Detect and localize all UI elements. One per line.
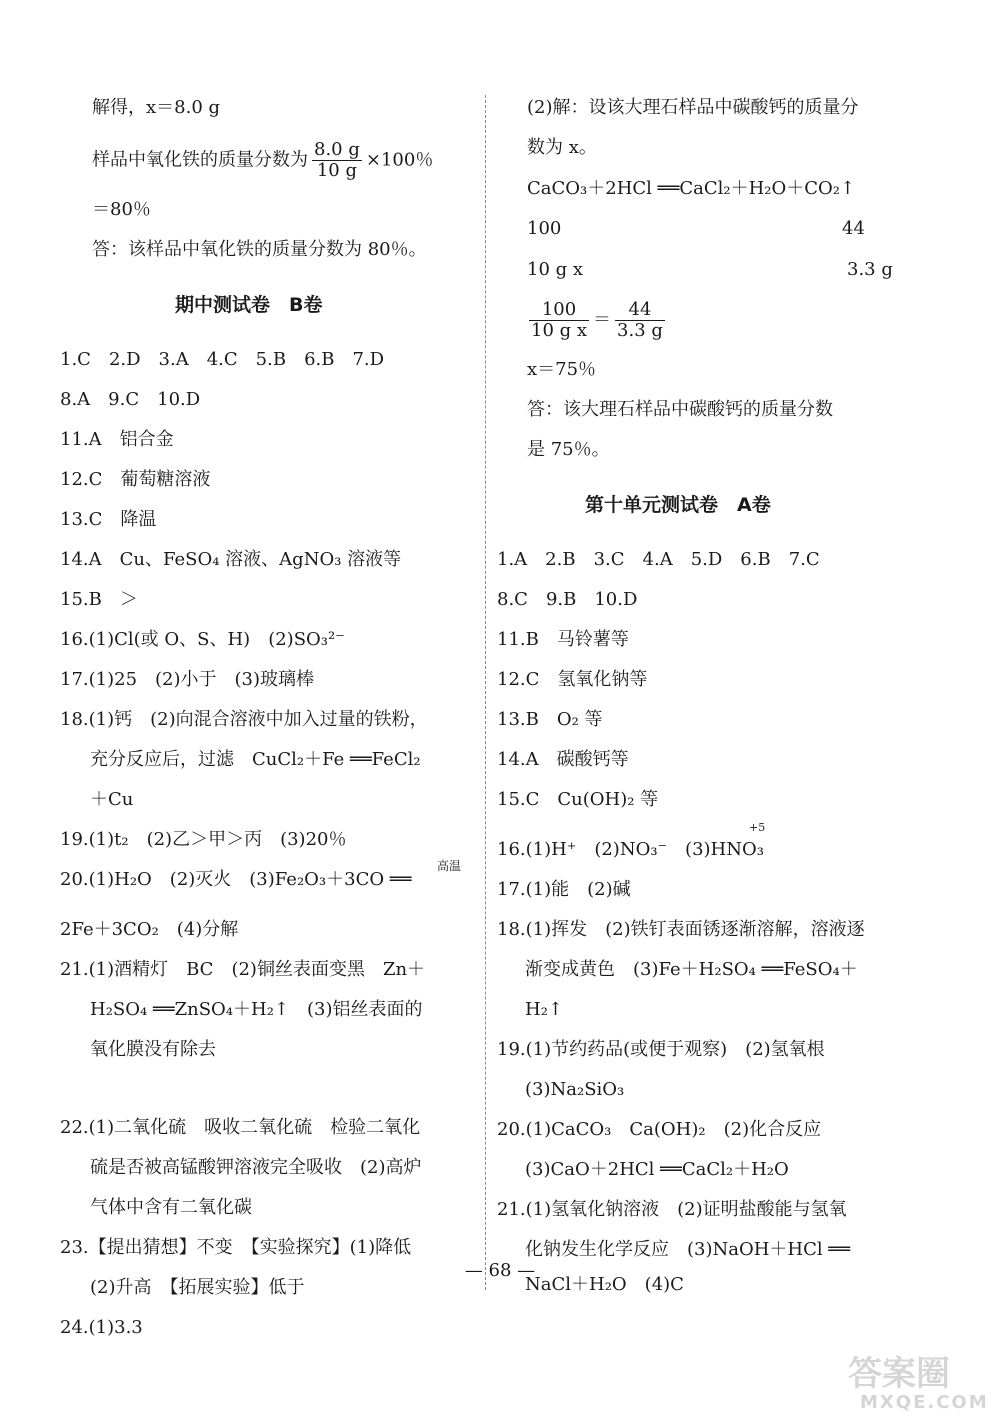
answer-row: 8.A 9.C 10.D (60, 389, 201, 410)
answer-row: 17.(1)25 (2)小于 (3)玻璃棒 (60, 669, 315, 690)
answer-row: NaCl＋H₂O (4)C (525, 1274, 684, 1295)
ratio-suffix: ×100％ (365, 149, 434, 171)
proportion-right-den: 3.3 g (617, 320, 663, 341)
mass-caco3: 100 (527, 218, 562, 239)
answer-row: (3)Na₂SiO₃ (525, 1079, 625, 1100)
answer-row: 13.B O₂ 等 (497, 709, 603, 730)
answer-row: 19.(1)节约药品(或便于观察) (2)氢氧根 (497, 1039, 825, 1060)
answer-row: 21.(1)酒精灯 BC (2)铜丝表面变黑 Zn＋ (60, 959, 426, 980)
mass-co2: 44 (842, 218, 865, 239)
answer-row: 14.A Cu、FeSO₄ 溶液、AgNO₃ 溶液等 (60, 549, 402, 570)
reaction-equation: CaCO₃＋2HCl ══CaCl₂＋H₂O＋CO₂↑ (527, 178, 856, 199)
answer-row: 气体中含有二氧化碳 (90, 1197, 252, 1218)
answer-line-a: 答：该大理石样品中碳酸钙的质量分数 (527, 399, 833, 420)
answer-row: 16.(1)Cl(或 O、S、H) (2)SO₃²⁻ (60, 629, 345, 650)
proportion-left (529, 300, 589, 341)
ratio-fraction (312, 140, 362, 181)
proportion-right-num: 44 (615, 300, 665, 321)
answer-row: 20.(1)CaCO₃ Ca(OH)₂ (2)化合反应 (497, 1119, 822, 1140)
answer-row: 24.(1)3.3 (60, 1317, 143, 1338)
answer-row: 18.(1)挥发 (2)铁钉表面锈逐渐溶解，溶液逐 (497, 919, 865, 940)
result-line: x＝75％ (527, 359, 597, 380)
ratio-result: ＝80％ (92, 199, 151, 220)
watermark-domain: MXQE.COM (860, 1392, 989, 1413)
answer-row: 8.C 9.B 10.D (497, 589, 638, 610)
answer-row: 19.(1)t₂ (2)乙＞甲＞丙 (3)20％ (60, 829, 347, 850)
condition-high-temp: 高温 (437, 859, 462, 873)
answer-row: 22.(1)二氧化硫 吸收二氧化硫 检验二氧化 (60, 1117, 421, 1138)
answer-row: ＋Cu (90, 789, 134, 810)
section-heading-midterm: 期中测试卷 B卷 (175, 294, 323, 316)
answer-row: (2)升高 【拓展实验】低于 (90, 1277, 305, 1298)
answer-line-b: 是 75％。 (527, 439, 610, 460)
proportion-left-num: 100 (529, 300, 589, 321)
solve-line: 解得，x＝8.0 g (92, 97, 221, 118)
answer-row: 化钠发生化学反应 (3)NaOH＋HCl ══ (525, 1239, 851, 1260)
mass-co2-actual: 3.3 g (847, 259, 893, 280)
answer-row: 17.(1)能 (2)碱 (497, 879, 631, 900)
answer-row: (3)CaO＋2HCl ══CaCl₂＋H₂O (525, 1159, 789, 1180)
q2-line-b: 数为 x。 (527, 137, 597, 158)
answer-row: 15.C Cu(OH)₂ 等 (497, 789, 659, 810)
answer-row: 2Fe＋3CO₂ (4)分解 (60, 919, 239, 940)
proportion-left-den: 10 g x (531, 320, 588, 341)
proportion: $\frac{100}{\text{10 g x}}$ ＝ $\frac{44}{3.3 g}$ (531, 299, 663, 341)
answer-row: 1.C 2.D 3.A 4.C 5.B 6.B 7.D (60, 349, 385, 370)
answer-row: 1.A 2.B 3.C 4.A 5.D 6.B 7.C (497, 549, 820, 570)
ratio-prefix: 样品中氧化铁的质量分数为 (92, 149, 308, 171)
answer-line: 答：该样品中氧化铁的质量分数为 80％。 (92, 239, 427, 260)
answer-row: 硫是否被高锰酸钾溶液完全吸收 (2)高炉 (90, 1157, 422, 1178)
mass-sample: 10 g x (527, 259, 584, 280)
page-number: — 68 — (464, 1260, 536, 1281)
watermark-logo-text: 答案圈 (848, 1354, 950, 1394)
answer-row: 11.A 铝合金 (60, 429, 174, 450)
answer-row: 21.(1)氢氧化钠溶液 (2)证明盐酸能与氢氧 (497, 1199, 847, 1220)
section-heading-unit10: 第十单元测试卷 A卷 (585, 494, 771, 516)
answer-row: H₂SO₄ ══ZnSO₄＋H₂↑ (3)铝丝表面的 (90, 999, 423, 1020)
proportion-right (615, 300, 665, 341)
q2-line-a: (2)解：设该大理石样品中碳酸钙的质量分 (527, 97, 859, 118)
answer-row: 11.B 马铃薯等 (497, 629, 629, 650)
answer-row: 充分反应后，过滤 CuCl₂＋Fe ══FeCl₂ (90, 749, 421, 770)
answer-row: 14.A 碳酸钙等 (497, 749, 629, 770)
ratio-line (92, 140, 433, 181)
valence-annotation: +5 (749, 821, 766, 834)
answer-row: 渐变成黄色 (3)Fe＋H₂SO₄ ══FeSO₄＋ (525, 959, 858, 980)
answer-row: 12.C 葡萄糖溶液 (60, 469, 211, 490)
answer-row: 15.B ＞ (60, 589, 138, 610)
ratio-numerator: 8.0 g (314, 139, 360, 160)
answer-row: 12.C 氢氧化钠等 (497, 669, 648, 690)
column-divider (485, 95, 486, 1290)
site-watermark (840, 1350, 990, 1415)
answer-row: 23.【提出猜想】不变 【实验探究】(1)降低 (60, 1237, 412, 1258)
answer-row: H₂↑ (525, 999, 563, 1020)
answer-row: 16.(1)H⁺ (2)NO₃⁻ (3)HNO₃ (497, 839, 764, 860)
answer-row: 13.C 降温 (60, 509, 157, 530)
ratio-denominator: 10 g (316, 160, 358, 181)
answer-row: 20.(1)H₂O (2)灭火 (3)Fe₂O₃＋3CO ══ (60, 869, 412, 890)
answer-row: 氧化膜没有除去 (90, 1039, 216, 1060)
answer-row: 18.(1)钙 (2)向混合溶液中加入过量的铁粉， (60, 709, 428, 730)
